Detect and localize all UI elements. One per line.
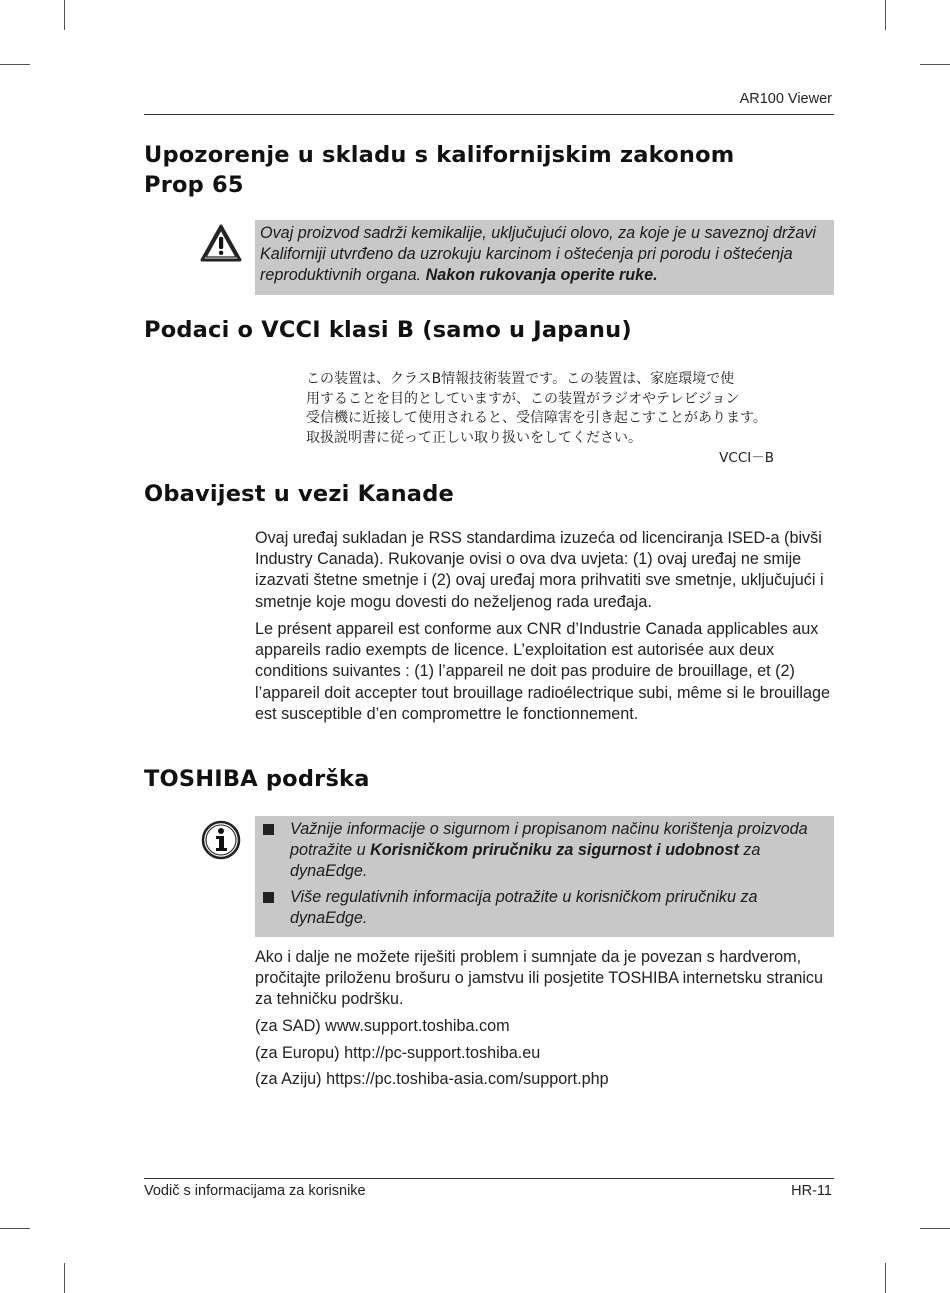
- jp-line: この装置は、クラスB情報技術装置です。この装置は、家庭環境で使: [306, 371, 735, 387]
- header-rule: [144, 114, 834, 115]
- warning-text: [255, 220, 834, 290]
- warning-triangle-icon: [200, 224, 242, 264]
- vcci-label: VCCI－B: [719, 450, 774, 466]
- footer-rule: [144, 1178, 834, 1179]
- support-paragraph: Ako i dalje ne možete riješiti problem i sumnjate da je povezan s hardverom, pročitajte priloženu brošuru o jamstvu ili posjetite TOSHIBA internetsku stranicu za tehničku podršku.: [255, 948, 824, 1009]
- heading-support: TOSHIBA podrška: [144, 766, 370, 792]
- heading-prop65: [144, 140, 734, 200]
- canada-paragraph-hr: Ovaj uređaj sukladan je RSS standardima izuzeća od licenciranja ISED-a (bivši Industry Canada). Rukovanje ovisi o ova dva uvjeta: (1) ovaj uređaj ne smije izazvati štetne smetnje i (2) ovaj uređaj mora prihvatiti sve smetnje, uključujući i smetnje koje mogu dovesti do neželjenog rada uređaja.: [255, 529, 824, 611]
- list-item: [260, 819, 826, 882]
- canada-paragraph-fr: Le présent appareil est conforme aux CNR d’Industrie Canada applicables aux appareils radio exempts de licence. L’exploitation est autorisée aux deux conditions suivantes : (1) l’appareil ne doit pas produire de brouillage, et (2) l’appareil doit accepter tout brouillage radioélectrique subi, même si le brouillage est susceptible d’en compromettre le fonctionnement.: [255, 620, 830, 723]
- bullet1-text-b: za dynaEdge.: [290, 841, 761, 880]
- support-link-europe[interactable]: (za Europu) http://pc-support.toshiba.eu: [255, 1044, 541, 1062]
- heading-prop65-line1: Upozorenje u skladu s kalifornijskim zakonom: [144, 142, 735, 168]
- crop-mark: [64, 1263, 65, 1293]
- support-link-asia[interactable]: (za Aziju) https://pc.toshiba-asia.com/support.php: [255, 1070, 609, 1088]
- jp-line: 受信機に近接して使用されると、受信障害を引き起こすことがあります。: [306, 410, 767, 426]
- vcci-japanese-text: [306, 370, 786, 448]
- bullet-square-icon: [263, 892, 274, 903]
- jp-line: 用することを目的としていますが、この装置がラジオやテレビジョン: [306, 390, 740, 407]
- support-link-us[interactable]: (za SAD) www.support.toshiba.com: [255, 1017, 510, 1035]
- bullet-square-icon: [263, 824, 274, 835]
- info-icon: [200, 820, 242, 860]
- crop-mark: [0, 1228, 30, 1229]
- running-header: AR100 Viewer: [739, 91, 832, 107]
- crop-mark: [920, 1228, 950, 1229]
- list-item: [260, 887, 826, 929]
- heading-prop65-line2: Prop 65: [144, 172, 244, 198]
- crop-mark: [920, 64, 950, 65]
- heading-vcci: Podaci o VCCI klasi B (samo u Japanu): [144, 317, 632, 343]
- bullet1-text-a: Važnije informacije o sigurnom i propisanom načinu korištenja proizvoda potražite u: [290, 820, 808, 859]
- warning-box: [255, 220, 834, 295]
- info-list: [255, 816, 834, 934]
- bullet1-bold: Korisničkom priručniku za sigurnost i udobnost: [370, 841, 739, 859]
- jp-line: 取扱説明書に従って正しい取り扱いをしてください。: [306, 429, 642, 446]
- crop-mark: [64, 0, 65, 30]
- warning-body: Ovaj proizvod sadrži kemikalije, uključujući olovo, za koje je u saveznoj državi Kaliforniji utvrđeno da uzrokuju karcinom i oštećenja pri porodu i oštećenja reproduktivnih organa.: [260, 224, 817, 284]
- heading-canada: Obavijest u vezi Kanade: [144, 481, 454, 507]
- warning-emphasis: Nakon rukovanja operite ruke.: [425, 266, 658, 284]
- crop-mark: [885, 0, 886, 30]
- crop-mark: [0, 64, 30, 65]
- crop-mark: [885, 1263, 886, 1293]
- bullet2-text: Više regulativnih informacija potražite u korisničkom priručniku za dynaEdge.: [290, 888, 758, 927]
- info-box: [255, 816, 834, 937]
- page-number: HR-11: [791, 1183, 832, 1199]
- footer-title: Vodič s informacijama za korisnike: [144, 1183, 366, 1199]
